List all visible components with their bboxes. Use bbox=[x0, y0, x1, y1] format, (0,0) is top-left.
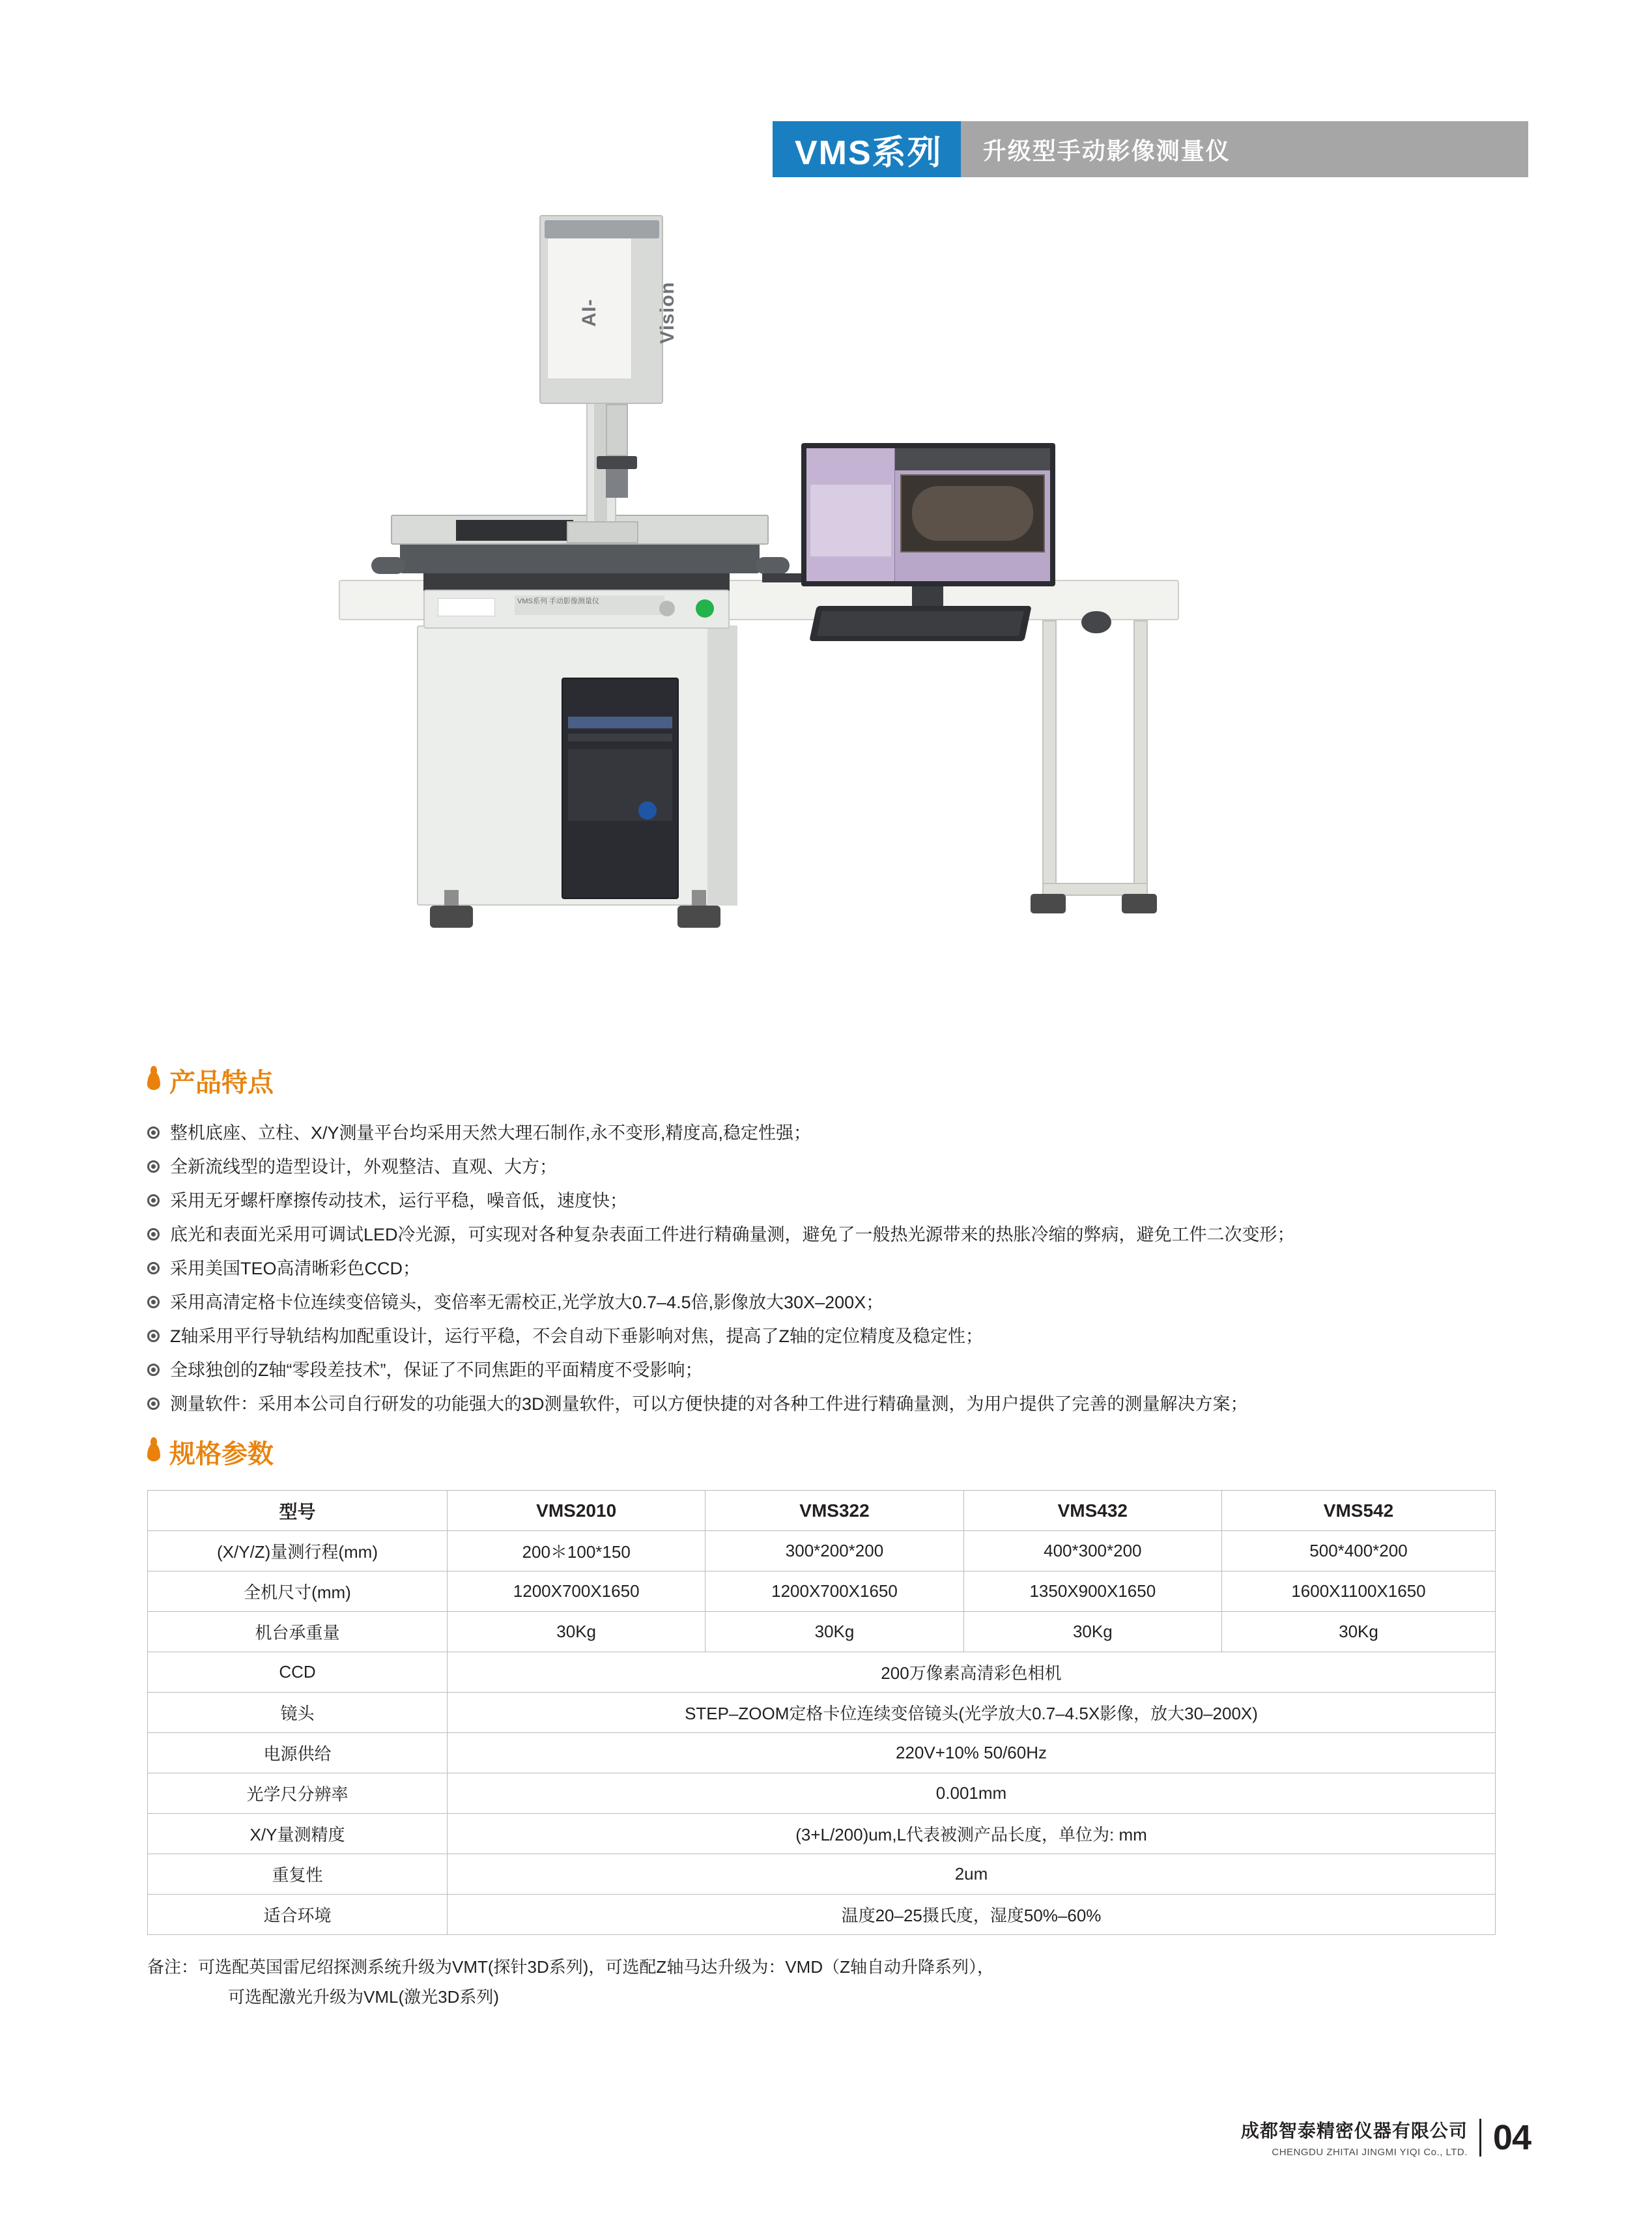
feature-text: 全新流线型的造型设计，外观整洁、直观、大方； bbox=[170, 1157, 557, 1177]
list-item bbox=[147, 1116, 1567, 1150]
table-row bbox=[148, 1693, 1496, 1733]
feature-text: 底光和表面光采用可调试LED冷光源，可实现对各种复杂表面工件进行精确量测，避免了一般热光源带来的热胀冷缩的弊病，避免工件二次变形； bbox=[170, 1225, 1295, 1244]
table-cell: 30Kg bbox=[705, 1612, 963, 1652]
specs-note-line-1: 备注：可选配英国雷尼绍探测系统升级为VMT(探针3D系列)，可选配Z轴马达升级为：VMD（Z轴自动升降系列）， bbox=[147, 1957, 994, 1977]
list-item bbox=[147, 1150, 1567, 1184]
table-row-label: X/Y量测精度 bbox=[148, 1814, 448, 1854]
pc-tower-panel bbox=[568, 749, 672, 821]
feature-text: 测量软件：采用本公司自行研发的功能强大的3D测量软件，可以方便快捷的对各种工件进行精确量测，为用户提供了完善的测量解决方案； bbox=[170, 1394, 1248, 1414]
specs-heading bbox=[147, 1433, 1515, 1470]
bullet-icon bbox=[147, 1160, 160, 1173]
footer-company bbox=[1241, 2117, 1468, 2158]
feature-text: 采用高清定格卡位连续变倍镜头，变倍率无需校正,光学放大0.7–4.5倍,影像放大30X–200X； bbox=[170, 1293, 884, 1312]
table-row bbox=[148, 1733, 1496, 1773]
pc-power-button-icon bbox=[638, 801, 657, 820]
specs-table bbox=[147, 1490, 1496, 1935]
footer-divider bbox=[1479, 2119, 1481, 2157]
features-heading bbox=[147, 1062, 1567, 1099]
feature-text: 采用无牙螺杆摩擦传动技术，运行平稳，噪音低，速度快； bbox=[170, 1191, 627, 1211]
table-header-cell: 型号 bbox=[148, 1491, 448, 1531]
droplet-icon bbox=[147, 1443, 160, 1461]
machine-column-foot bbox=[567, 521, 638, 543]
table-header-cell: VMS322 bbox=[705, 1491, 963, 1531]
table-header-row bbox=[148, 1491, 1496, 1531]
table-cell: 200＊100*150 bbox=[448, 1531, 705, 1571]
table-header-cell: VMS542 bbox=[1221, 1491, 1495, 1531]
table-header-cell: VMS432 bbox=[963, 1491, 1221, 1531]
desk-leg-right bbox=[1133, 620, 1148, 894]
cabinet-foot-post-left bbox=[444, 890, 459, 907]
list-item bbox=[147, 1387, 1567, 1421]
company-name-cn: 成都智泰精密仪器有限公司 bbox=[1240, 2121, 1468, 2141]
table-cell: 1350X900X1650 bbox=[963, 1571, 1221, 1612]
table-cell: 30Kg bbox=[963, 1612, 1221, 1652]
table-row bbox=[148, 1814, 1496, 1854]
table-cell: 1200X700X1650 bbox=[448, 1571, 705, 1612]
software-workpiece-image bbox=[912, 486, 1033, 541]
table-cell: 1600X1100X1650 bbox=[1221, 1571, 1495, 1612]
bullet-icon bbox=[147, 1126, 160, 1139]
cabinet-foot-post-right bbox=[692, 890, 706, 907]
bullet-icon bbox=[147, 1262, 160, 1274]
software-toolbar bbox=[895, 448, 1050, 470]
table-cell-merged: 200万像素高清彩色相机 bbox=[448, 1652, 1496, 1693]
bullet-icon bbox=[147, 1194, 160, 1207]
table-row bbox=[148, 1773, 1496, 1814]
table-header-cell: VMS2010 bbox=[448, 1491, 705, 1531]
lens-tube bbox=[606, 404, 628, 456]
bullet-icon bbox=[147, 1398, 160, 1410]
feature-text: Z轴采用平行导轨结构加配重设计，运行平稳，不会自动下垂影响对焦，提高了Z轴的定位精度及稳定性； bbox=[170, 1326, 983, 1346]
feature-text: 采用美国TEO高清晰彩色CCD； bbox=[170, 1259, 420, 1278]
bullet-icon bbox=[147, 1364, 160, 1376]
specs-heading-text: 规格参数 bbox=[169, 1440, 274, 1469]
table-row-label: 重复性 bbox=[148, 1854, 448, 1895]
table-cell-merged: 220V+10% 50/60Hz bbox=[448, 1733, 1496, 1773]
table-row bbox=[148, 1854, 1496, 1895]
machine-brand-label: AI-Vision bbox=[578, 281, 678, 344]
table-row-label: 电源供给 bbox=[148, 1733, 448, 1773]
list-item bbox=[147, 1218, 1567, 1252]
lens-tip bbox=[606, 469, 628, 498]
table-row-label: CCD bbox=[148, 1652, 448, 1693]
table-cell: 30Kg bbox=[448, 1612, 705, 1652]
power-indicator-icon bbox=[696, 599, 714, 618]
lens-ring bbox=[597, 456, 637, 469]
pc-tower-band bbox=[568, 717, 672, 728]
table-row bbox=[148, 1531, 1496, 1571]
table-row-label: 镜头 bbox=[148, 1693, 448, 1733]
table-row-label: 全机尺寸(mm) bbox=[148, 1571, 448, 1612]
table-cell: 300*200*200 bbox=[705, 1531, 963, 1571]
specs-note-line-2: 可选配激光升级为VML(激光3D系列) bbox=[228, 1987, 500, 2007]
table-row-label: 光学尺分辨率 bbox=[148, 1773, 448, 1814]
desk-leg-left bbox=[1042, 620, 1057, 894]
list-item bbox=[147, 1319, 1567, 1353]
features-list bbox=[147, 1116, 1567, 1421]
header-banner bbox=[773, 121, 1528, 177]
series-title: VMS系列 bbox=[773, 121, 961, 177]
mouse bbox=[1081, 611, 1111, 633]
desk-foot-pad-right bbox=[1122, 894, 1157, 913]
feature-text: 整机底座、立柱、X/Y测量平台均采用天然大理石制作,永不变形,精度高,稳定性强； bbox=[170, 1123, 812, 1143]
features-section bbox=[147, 1062, 1567, 1421]
specs-section bbox=[147, 1433, 1515, 2012]
table-cell-merged: 温度20–25摄氏度，湿度50%–60% bbox=[448, 1895, 1496, 1935]
table-row bbox=[148, 1652, 1496, 1693]
table-row bbox=[148, 1571, 1496, 1612]
pc-tower-band-2 bbox=[568, 734, 672, 741]
table-cell-merged: (3+L/200)um,L代表被测产品长度，单位为: mm bbox=[448, 1814, 1496, 1854]
specs-note bbox=[147, 1952, 1515, 2012]
control-panel-label: VMS系列 手动影像测量仪 bbox=[515, 595, 664, 615]
feature-text: 全球独创的Z轴“零段差技术”，保证了不同焦距的平面精度不受影响； bbox=[170, 1360, 703, 1380]
list-item bbox=[147, 1184, 1567, 1218]
table-cell-merged: STEP–ZOOM定格卡位连续变倍镜头(光学放大0.7–4.5X影像，放大30–200X) bbox=[448, 1693, 1496, 1733]
table-cell: 400*300*200 bbox=[963, 1531, 1221, 1571]
table-cell: 500*400*200 bbox=[1221, 1531, 1495, 1571]
list-item bbox=[147, 1252, 1567, 1285]
measuring-head-top bbox=[545, 220, 659, 238]
stage-knob-left bbox=[371, 557, 405, 574]
features-heading-text: 产品特点 bbox=[169, 1068, 274, 1097]
table-row bbox=[148, 1612, 1496, 1652]
machine-logo-badge bbox=[438, 598, 495, 616]
xy-stage-window bbox=[456, 520, 573, 541]
cabinet-foot-left bbox=[430, 906, 473, 928]
desk-foot-pad-left bbox=[1031, 894, 1066, 913]
table-row-label: (X/Y/Z)量测行程(mm) bbox=[148, 1531, 448, 1571]
footer bbox=[1241, 2117, 1531, 2158]
control-knob-icon bbox=[659, 601, 675, 616]
cabinet-foot-right bbox=[677, 906, 720, 928]
table-cell: 30Kg bbox=[1221, 1612, 1495, 1652]
table-row bbox=[148, 1895, 1496, 1935]
software-data-list bbox=[810, 485, 891, 556]
list-item bbox=[147, 1353, 1567, 1387]
series-subtitle: 升级型手动影像测量仪 bbox=[961, 121, 1528, 177]
stage-knob-right bbox=[756, 557, 790, 574]
bullet-icon bbox=[147, 1330, 160, 1342]
machine-cabinet-side bbox=[707, 625, 737, 906]
table-cell-merged: 0.001mm bbox=[448, 1773, 1496, 1814]
table-row-label: 适合环境 bbox=[148, 1895, 448, 1935]
list-item bbox=[147, 1285, 1567, 1319]
table-cell: 1200X700X1650 bbox=[705, 1571, 963, 1612]
droplet-icon bbox=[147, 1072, 160, 1090]
bullet-icon bbox=[147, 1296, 160, 1308]
company-name-en: CHENGDU ZHITAI JINGMI YIQI Co., LTD. bbox=[1272, 2147, 1468, 2158]
page-number: 04 bbox=[1492, 2117, 1531, 2157]
bullet-icon bbox=[147, 1228, 160, 1240]
table-cell-merged: 2um bbox=[448, 1854, 1496, 1895]
keyboard-keys bbox=[817, 611, 1024, 636]
table-row-label: 机台承重量 bbox=[148, 1612, 448, 1652]
